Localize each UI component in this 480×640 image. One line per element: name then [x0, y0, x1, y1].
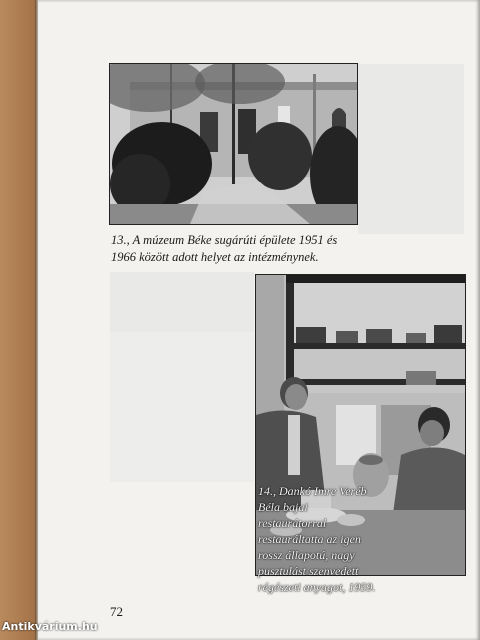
page-number: 72 — [110, 604, 123, 619]
museum-building-photo — [109, 63, 358, 225]
show-through-ghost — [110, 272, 254, 332]
show-through-ghost — [110, 332, 254, 482]
watermark-logo: Antikvárium.hu — [2, 620, 98, 633]
figure-14-caption: 14., Dankó Imre Veréb Béla bajai restaurátorral restauráltatta az igen rossz állapotú, nagy pusztulást szenvedett régészeti anyagot, 1959. — [258, 484, 376, 594]
show-through-ghost — [358, 64, 464, 234]
figure-13-caption: 13., A múzeum Béke sugárúti épülete 1951 és 1966 között adott helyet az intézménynek. — [111, 233, 338, 264]
